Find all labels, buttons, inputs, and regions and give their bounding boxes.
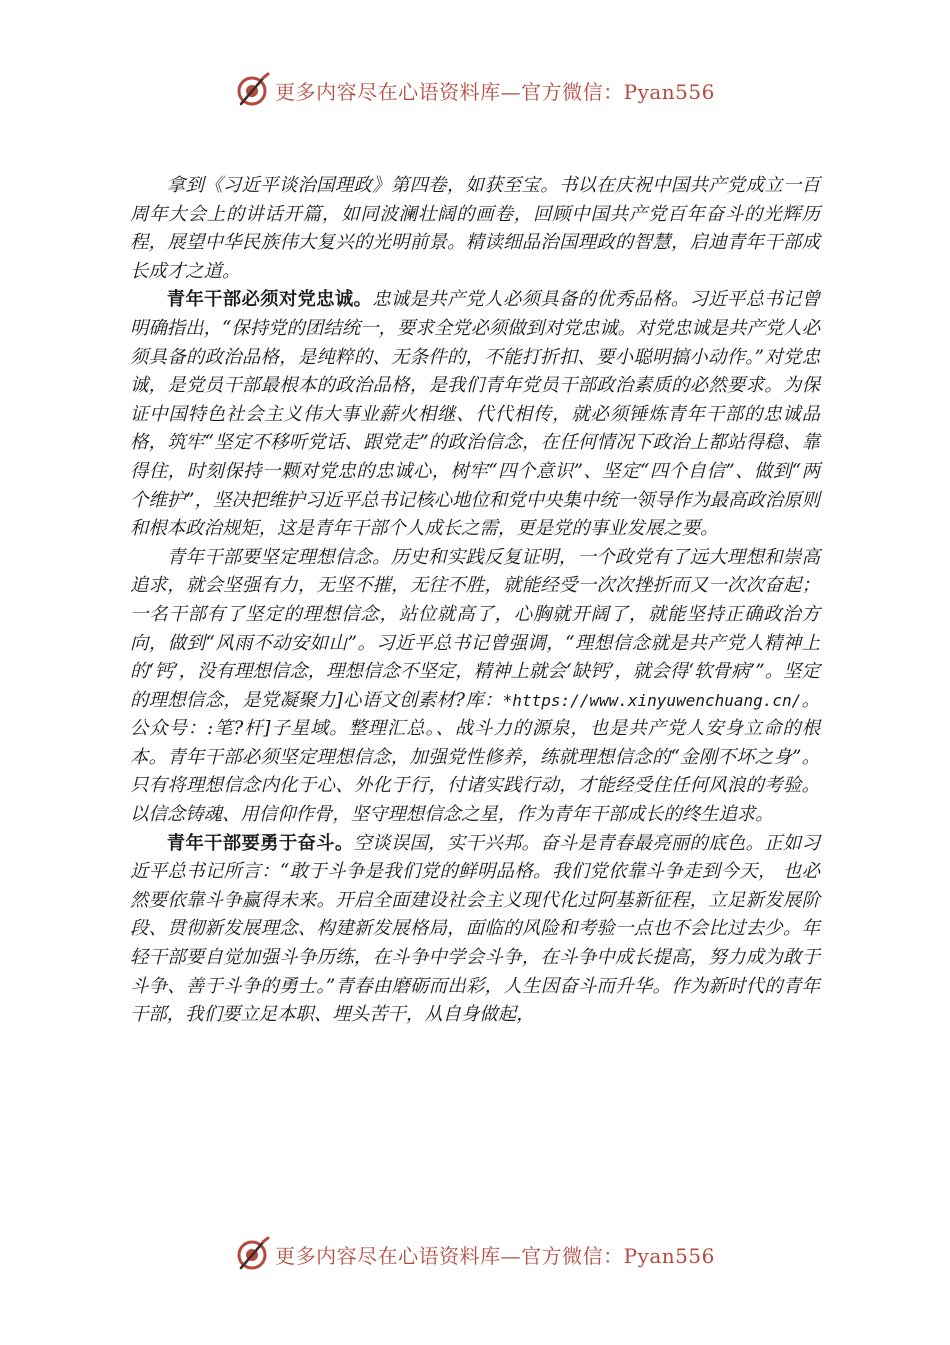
paragraph-lead: 青年干部必须对党忠诚。: [166, 289, 373, 311]
paragraph-struggle: 青年干部要勇于奋斗。空谈误国，实干兴邦。奋斗是青春最亮丽的底色。正如习近平总书记所言：“敢于斗争是我们党的鲜明品格。我们党依靠斗争走到今天， 也必然要依靠斗争赢得未来。开启全面建设社会主义现代化过阿基新征程，立足新发展阶段、贯彻新发展理念、构建新发展格局，面临的风险和考验一点也不会比过去少。年轻干部要自觉加强斗争历练，在斗争中学会斗争，在斗争中成长提高，努力成为敢于斗争、善于斗争的勇士。”青春由磨砺而出彩，人生因奋斗而升华。作为新时代的青年干部，我们要立足本职、埋头苦干，从自身做起，: [130, 832, 820, 1026]
brush-logo-icon: [235, 72, 271, 108]
header-banner: [0, 66, 950, 114]
footer-banner: [0, 1230, 950, 1278]
paragraph-lead: 青年干部要勇于奋斗。: [166, 832, 354, 854]
banner-text: 更多内容尽在心语资料库—官方微信：Pyan556: [275, 79, 715, 104]
paragraph-intro: 拿到《习近平谈治国理政》第四卷，如获至宝。书以在庆祝中国共产党成立一百周年大会上的讲话开篇，如同波澜壮阔的画卷，回顾中国共产党百年奋斗的光辉历程，展望中华民族伟大复兴的光明前景。精读细品治国理政的智慧，启迪青年干部成长成才之道。: [130, 175, 820, 282]
paragraph-loyalty: 青年干部必须对党忠诚。忠诚是共产党人必须具备的优秀品格。习近平总书记曾明确指出，“保持党的团结统一，要求全党必须做到对党忠诚。对党忠诚是共产党人必须具备的政治品格，是纯粹的、无条件的，不能打折扣、要小聪明搞小动作。”对党忠诚，是党员干部最根本的政治品格，是我们青年党员干部政治素质的必然要求。为保证中国特色社会主义伟大事业薪火相继、代代相传，就必须锤炼青年干部的忠诚品格，筑牢“坚定不移听党话、跟党走”的政治信念，在任何情况下政治上都站得稳、靠得住，时刻保持一颗对党忠的忠诚心，树牢“四个意识”、坚定“四个自信”、做到“两个维护”，坚决把维护习近平总书记核心地位和党中央集中统一领导作为最高政治原则和根本政治规矩，这是青年干部个人成长之需，更是党的事业发展之要。: [130, 289, 820, 540]
banner-text: 更多内容尽在心语资料库—官方微信：Pyan556: [275, 1243, 715, 1268]
article-body: [130, 172, 820, 1030]
brush-logo-icon: [235, 1236, 271, 1272]
url-text: *https://www.xinyuwenchuang.cn/: [502, 690, 802, 710]
paragraph-ideals: 青年干部要坚定理想信念。历史和实践反复证明，一个政党有了远大理想和崇高追求，就会坚强有力，无坚不摧，无往不胜，就能经受一次次挫折而又一次次奋起；一名干部有了坚定的理想信念，站位就高了，心胸就开阔了，就能坚持正确政治方向，做到“风雨不动安如山”。习近平总书记曾强调，“理想信念就是共产党人精神上的‘钙’，没有理想信念，理想信念不坚定，精神上就会‘缺钙’，就会得‘软骨病’”。坚定的理想信念，是党凝聚力]心语文创素材?库：*https://www.xinyuwenchuang.cn/。公众号：:笔?杆]子星域。整理汇总。、战斗力的源泉，也是共产党人安身立命的根本。青年干部必须坚定理想信念，加强党性修养，练就理想信念的“金刚不坏之身”。只有将理想信念内化于心、外化于行，付诸实践行动，才能经受住任何风浪的考验。以信念铸魂、用信仰作骨，坚守理想信念之星，作为青年干部成长的终生追求。: [130, 546, 820, 826]
